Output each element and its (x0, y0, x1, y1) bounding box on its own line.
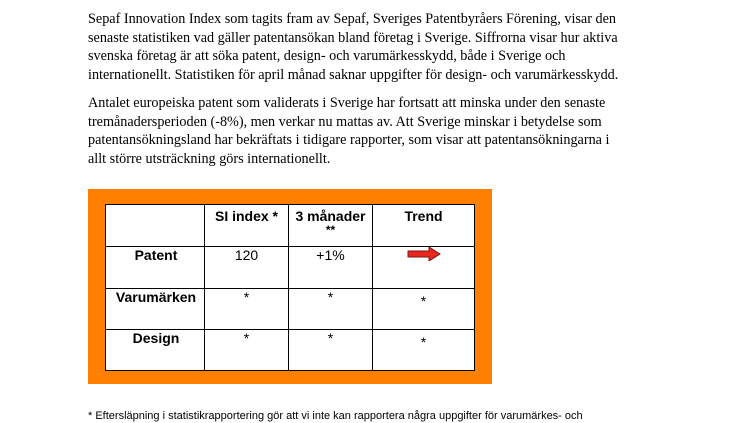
intro-paragraph: Sepaf Innovation Index som tagits fram av Sepaf, Sveriges Patentbyråers Förening, visar den senaste statistiken vad gäller patentansökan bland företag i Sverige. Siffrorna visar hur aktiva svenska företag är att söka patent, design- och varumärkesskydd, både i Sverige och internationellt. Statistiken för april månad saknar uppgifter för design- och varumärkesskydd. (88, 11, 619, 83)
varumarken-three-months-value: * (327, 289, 334, 305)
table-row (106, 289, 475, 330)
header-three-months-note: ** (325, 223, 336, 237)
header-si-index (205, 205, 289, 247)
table-row (106, 330, 475, 371)
si-index-table (105, 204, 475, 371)
row-label-design: Design (132, 330, 180, 346)
patent-si-index-cell (205, 247, 289, 289)
design-three-months-cell (289, 330, 373, 371)
design-si-index-value: * (243, 330, 250, 346)
patent-trend-wrap (373, 247, 474, 270)
row-label-patent: Patent (134, 247, 178, 263)
varumarken-three-months-cell (289, 289, 373, 330)
footnote: * Eftersläpning i statistikrapportering gör att vi inte kan rapportera några uppgifter för varumärkes- och (88, 410, 583, 422)
index-table-frame (88, 189, 492, 384)
header-three-months (289, 205, 373, 247)
row-label-cell (106, 289, 205, 330)
design-si-index-cell (205, 330, 289, 371)
design-three-months-value: * (327, 330, 334, 346)
header-empty-cell (106, 205, 205, 247)
patent-trend-cell (373, 247, 475, 289)
row-label-cell (106, 330, 205, 371)
varumarken-trend-value: * (420, 293, 427, 309)
varumarken-si-index-value: * (243, 289, 250, 305)
right-arrow-icon (407, 247, 441, 261)
header-three-months-label: 3 månader (295, 208, 366, 224)
design-trend-cell (373, 330, 475, 371)
patent-trend-paragraph: Antalet europeiska patent som validerats i Sverige har fortsatt att minska under den senaste tremånadersperioden (-8%), men verkar nu mattas av. Att Sverige minskar i betydelse som patentansökningsland har bekräftats i tidigare rapporter, som visar att patentansökningarna i allt större utsträckning görs internationellt. (88, 95, 610, 167)
patent-three-months-cell (289, 247, 373, 289)
header-si-index-label: SI index * (214, 208, 279, 224)
row-label-varumarken: Varumärken (115, 289, 197, 305)
header-trend (373, 205, 475, 247)
patent-si-index-value: 120 (234, 247, 259, 263)
table-header-row (106, 205, 475, 247)
design-trend-value: * (420, 334, 427, 350)
header-trend-label: Trend (404, 208, 443, 224)
varumarken-trend-cell (373, 289, 475, 330)
row-label-cell (106, 247, 205, 289)
patent-three-months-value: +1% (316, 247, 345, 263)
table-row (106, 247, 475, 289)
varumarken-si-index-cell (205, 289, 289, 330)
